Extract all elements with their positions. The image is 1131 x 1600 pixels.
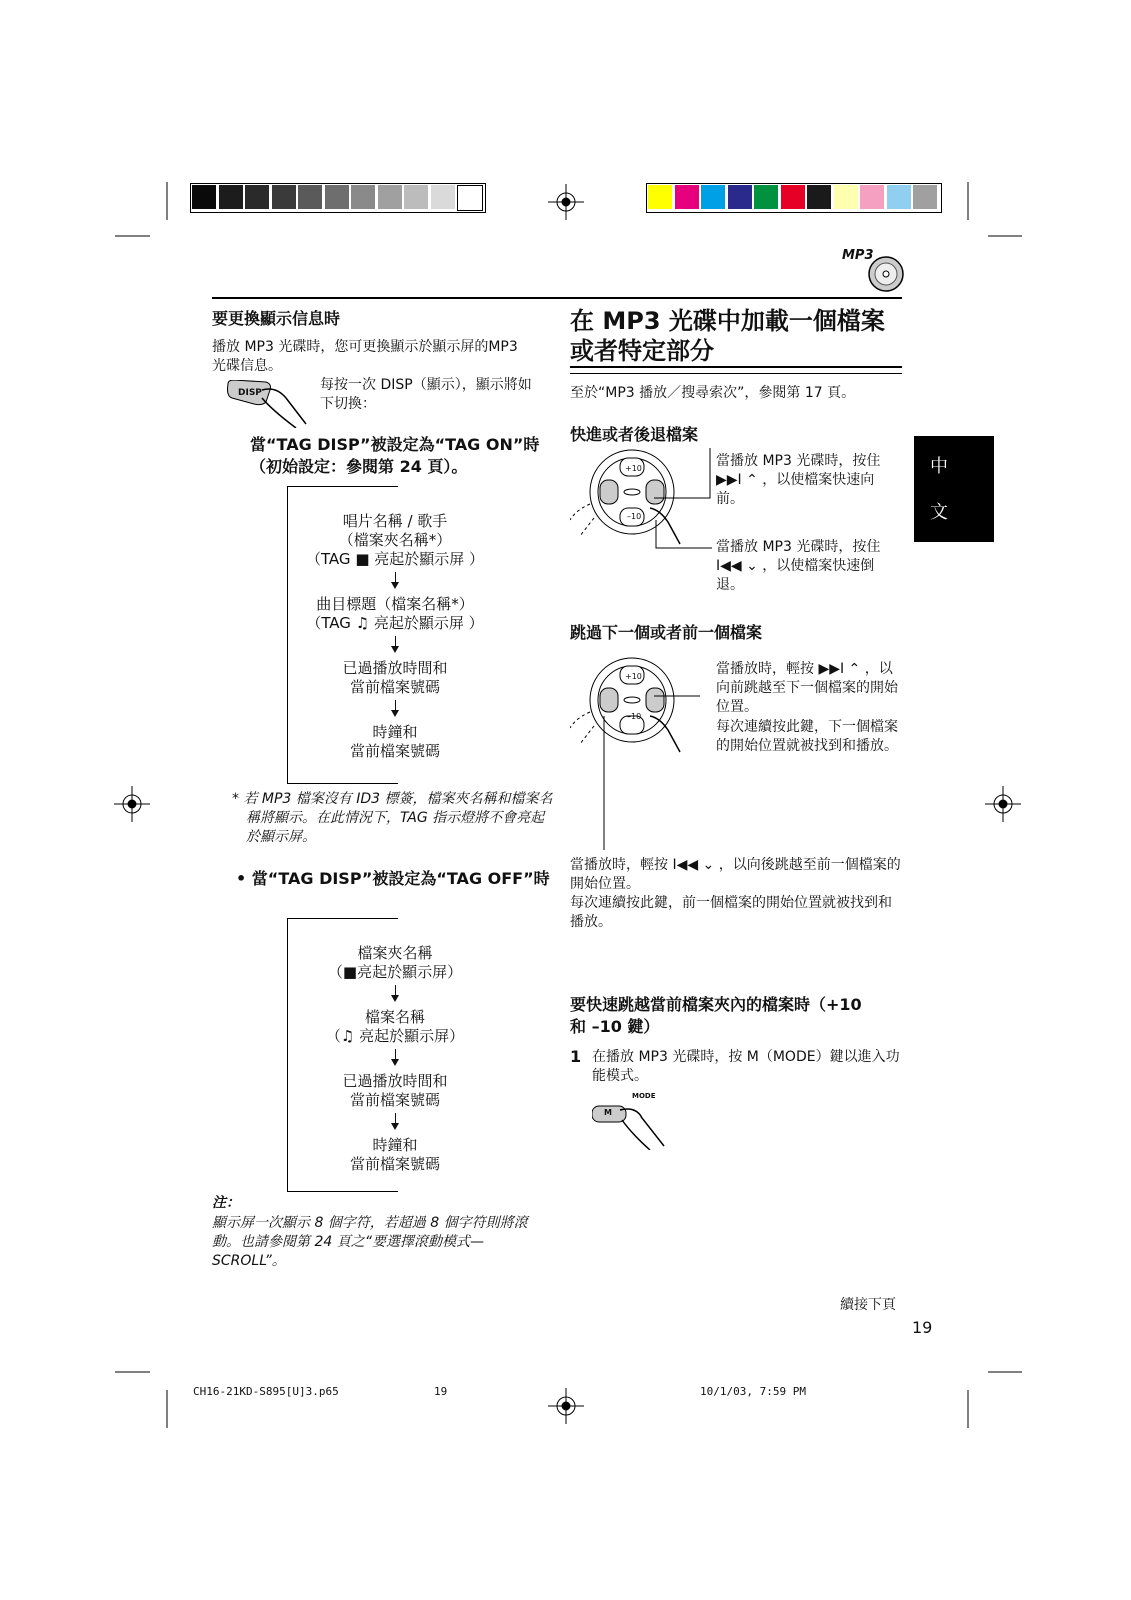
flow-step	[300, 1072, 490, 1110]
step1-text: 在播放 MP3 光碟時，按 M（MODE）鍵以進入功能模式。	[592, 1049, 900, 1084]
flow-step-line: 當前檔案號碼	[349, 742, 440, 760]
flow-step-line: （♫ 亮起於顯示屏）	[325, 1027, 465, 1045]
mp3-badge-label: MP3	[842, 248, 874, 263]
flow-step-line: （TAG ♫ 亮起於顯示屏 ）	[306, 614, 484, 632]
back-text-2: 每次連續按此鍵，前一個檔案的開始位置就被找到和播放。	[570, 895, 892, 930]
skip-text-1: 當播放時，輕按 ▶▶I ⌃ ，以向前跳越至下一個檔案的開始位置。	[716, 661, 898, 715]
disp-button-label: DISP	[238, 388, 262, 398]
continue-next-page: 續接下頁	[840, 1297, 896, 1313]
flow-arrow	[391, 985, 399, 1002]
pad-skip-plus: +10	[625, 672, 642, 681]
flow-off-diagram	[300, 944, 490, 1174]
flow-arrow	[391, 1113, 399, 1130]
flow-step-line: 時鐘和	[372, 723, 418, 741]
language-side-tab	[914, 436, 994, 542]
flow-step-line: 當前檔案號碼	[349, 1155, 440, 1173]
flow-arrow	[391, 1049, 399, 1066]
right-title-rule	[570, 366, 902, 374]
tag-off-heading: • 當“TAG DISP”被設定為“TAG OFF”時	[236, 869, 550, 888]
pad-skip-minus: –10	[627, 712, 642, 721]
press-text: 每按一次 DISP（顯示），顯示將如下切換：	[320, 377, 532, 412]
note-label: 注：	[212, 1195, 240, 1211]
flow-step	[300, 512, 490, 569]
side-tab-char-2: 文	[930, 502, 948, 523]
flow-step-line: 檔案名稱	[364, 1008, 425, 1026]
footer-page: 19	[434, 1385, 448, 1398]
flow-step	[300, 595, 490, 633]
flow-step-line: 當前檔案號碼	[349, 1091, 440, 1109]
right-ref: 至於“MP3 播放／搜尋索次”，參閱第 17 頁。	[570, 385, 856, 401]
ff-title: 快進或者後退檔案	[570, 425, 699, 444]
mode-button	[592, 1090, 682, 1150]
flow-step	[300, 1008, 490, 1046]
flow-step-line: 檔案夾名稱	[357, 944, 433, 962]
flow-step-line: （TAG ■ 亮起於顯示屏 ）	[305, 550, 485, 568]
footer-file: CH16-21KD-S895[U]3.p65	[193, 1385, 339, 1398]
back-text-1: 當播放時，輕按 I◀◀ ⌄ ，以向後跳越至前一個檔案的開始位置。	[570, 857, 901, 892]
control-pad-ff	[570, 448, 720, 558]
flow-step	[300, 659, 490, 697]
crosshair-top	[548, 184, 584, 220]
mp3-badge	[842, 248, 904, 292]
flow-step-line: （■亮起於顯示屏）	[327, 963, 463, 981]
left-title: 要更換顯示信息時	[212, 309, 341, 328]
mode-label: MODE	[632, 1092, 656, 1100]
flow-on-diagram	[300, 512, 490, 761]
flow-step-line: （檔案夾名稱*）	[338, 531, 452, 549]
side-tab-char-1: 中	[930, 456, 948, 477]
disc-icon	[868, 256, 904, 292]
left-intro: 播放 MP3 光碟時，您可更換顯示於顯示屏的MP3 光碟信息。	[212, 339, 518, 374]
flow-step-line: 唱片名稱 / 歌手	[342, 512, 448, 530]
header-rule	[212, 297, 902, 299]
step1-number: 1	[570, 1047, 582, 1066]
right-title: 在 MP3 光碟中加載一個檔案或者特定部分	[570, 307, 885, 365]
flow-arrow	[391, 636, 399, 653]
skip-text-2: 每次連續按此鍵，下一個檔案的開始位置就被找到和播放。	[716, 719, 898, 754]
flow-step-line: 當前檔案號碼	[349, 678, 440, 696]
page-number: 19	[912, 1318, 933, 1337]
control-pad-skip	[570, 656, 720, 856]
disp-button	[226, 380, 290, 420]
flow-step	[300, 1136, 490, 1174]
flow-step	[300, 723, 490, 761]
ff-text: 當播放 MP3 光碟時，按住 ▶▶I ⌃ ，以使檔案快速向前。	[716, 453, 881, 507]
rew-text: 當播放 MP3 光碟時，按住 I◀◀ ⌄ ，以使檔案快速倒退。	[716, 539, 881, 593]
pad-ff-minus: –10	[627, 512, 642, 521]
flow-arrow	[391, 700, 399, 717]
footnote: * 若 MP3 檔案沒有 ID3 標簽，檔案夾名稱和檔案名稱將顯示。在此情況下，TAG 指示燈將不會亮起於顯示屏。	[232, 791, 553, 845]
folder-title: 要快速跳越當前檔案夾內的檔案時（+10 和 –10 鍵）	[570, 995, 862, 1036]
flow-step-line: 已過播放時間和	[342, 1072, 448, 1090]
flow-step-line: 已過播放時間和	[342, 659, 448, 677]
note-text: 顯示屏一次顯示 8 個字符，若超過 8 個字符則將滾動。也請參閱第 24 頁之“要選擇滾動模式—SCROLL”。	[212, 1215, 528, 1269]
flow-arrow	[391, 572, 399, 589]
flow-step-line: 曲目標題（檔案名稱*）	[316, 595, 474, 613]
footer-date: 10/1/03, 7:59 PM	[700, 1385, 806, 1398]
flow-step-line: 時鐘和	[372, 1136, 418, 1154]
m-button-label: M	[604, 1108, 612, 1117]
skip-title: 跳過下一個或者前一個檔案	[570, 623, 763, 642]
tag-on-heading: 當“TAG DISP”被設定為“TAG ON”時（初始設定：參閱第 24 頁）。	[250, 435, 540, 476]
pad-ff-plus: +10	[625, 464, 642, 473]
flow-step	[300, 944, 490, 982]
